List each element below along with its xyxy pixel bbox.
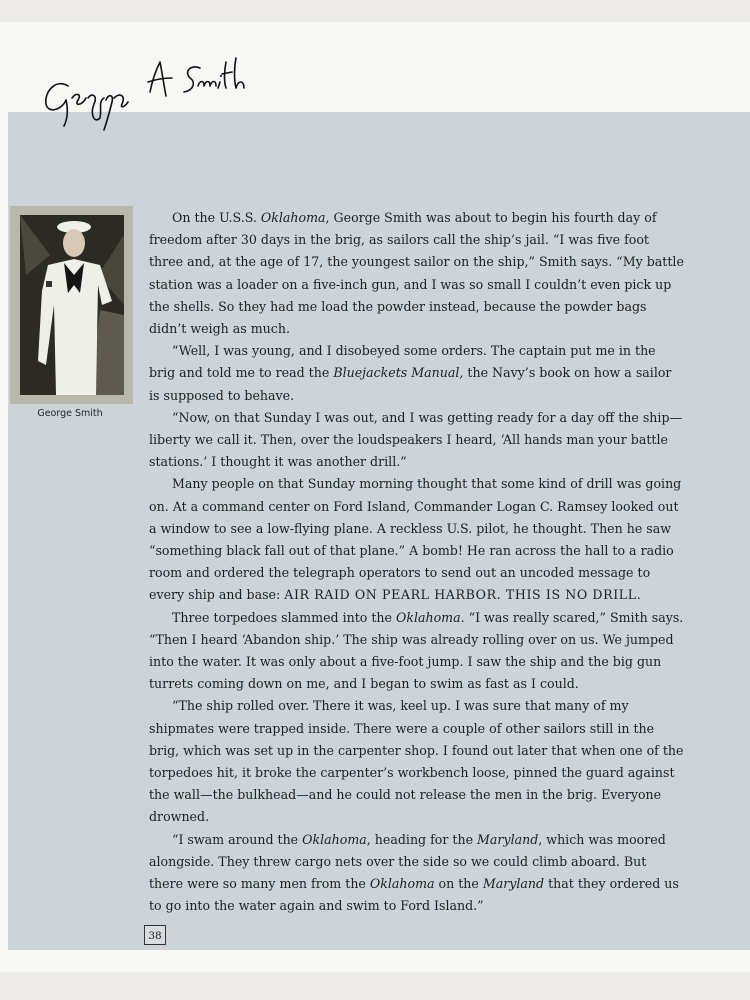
photo-caption: George Smith bbox=[37, 408, 103, 419]
paragraph: Many people on that Sunday morning thought that some kind of drill was going on. At a command center on Ford Island, Commander Logan C. Ramsey looked out a window to see a low-flying plane. A reckless U.S. pilot, he thought. Then he saw “something black fall out of that plane.” A bomb! He ran across the hall to a radio room and ordered the telegraph operators to send out an uncoded message to every ship and base: AIR RAID ON PEARL HARBOR. THIS IS NO DRILL. bbox=[149, 476, 682, 603]
paragraph: On the U.S.S. Oklahoma, George Smith was about to begin his fourth day of freedom after 30 days in the brig, as sailors call the ship’s jail. “I was five foot three and, at the age of 17, the youngest sailor on the ship,” Smith says. “My battle station was a loader on a five-inch gun, and I was so small I couldn’t even pick up the shells. So they had me load the powder instead, because the powder bags didn’t weigh as much. bbox=[149, 210, 684, 337]
article-body bbox=[149, 207, 684, 918]
sailor-photo bbox=[20, 215, 124, 395]
paragraph: “Well, I was young, and I disobeyed some orders. The captain put me in the brig and told me to read the Bluejackets Manual, the Navy’s book on how a sailor is supposed to behave. bbox=[149, 343, 672, 403]
paragraph: Three torpedoes slammed into the Oklahoma. “I was really scared,” Smith says. “Then I heard ‘Abandon ship.’ The ship was already rolling over on us. We jumped into the water. It was only about a five-foot jump. I saw the ship and the big gun turrets coming down on me, and I began to swim as fast as I could. bbox=[149, 609, 684, 692]
paragraph: “I swam around the Oklahoma, heading for the Maryland, which was moored alongside. They threw cargo nets over the side so we could climb aboard. But there were so many men from the Oklahoma on the Maryland that they ordered us to go into the water again and swim to Ford Island.” bbox=[149, 831, 679, 914]
page-number: 38 bbox=[144, 925, 166, 945]
handwritten-signature bbox=[38, 48, 248, 140]
paragraph: “Now, on that Sunday I was out, and I was getting ready for a day off the ship—liberty we call it. Then, over the loudspeakers I heard, ‘All hands man your battle stations.’ I thought it was another drill.” bbox=[149, 409, 683, 470]
paragraph: “The ship rolled over. There it was, keel up. I was sure that many of my shipmates were trapped inside. There were a couple of other sailors still in the brig, which was set up in the carpenter shop. I found out later that when one of the torpedoes hit, it broke the carpenter’s workbench loose, pinned the guard against the wall—the bulkhead—and he could not release the men in the brig. Everyone drowned. bbox=[149, 698, 684, 825]
